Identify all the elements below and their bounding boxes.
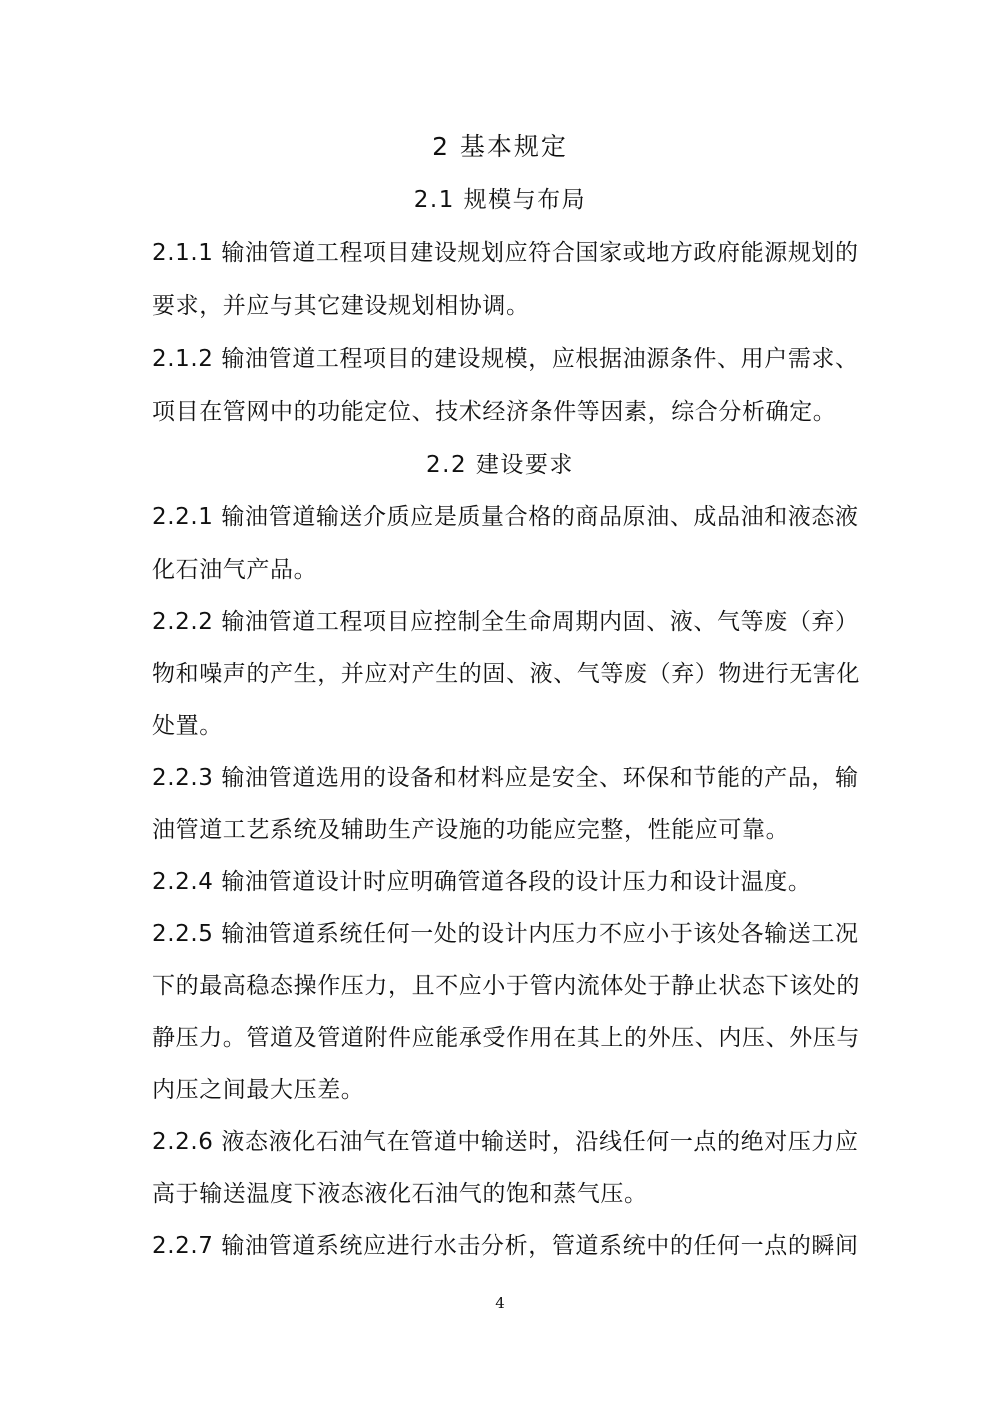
- paragraph-line: 内压之间最大压差。: [152, 1077, 365, 1103]
- paragraph-line: 2.2.1 输油管道输送介质应是质量合格的商品原油、成品油和液态液: [152, 504, 859, 530]
- paragraph-line: 2.2.2 输油管道工程项目应控制全生命周期内固、液、气等废（弃）: [152, 609, 859, 635]
- paragraph-line: 2.2.3 输油管道选用的设备和材料应是安全、环保和节能的产品，输: [152, 765, 859, 791]
- paragraph-line: 2.1.2 输油管道工程项目的建设规模，应根据油源条件、用户需求、: [152, 346, 859, 372]
- section-heading-2-2: 2.2 建设要求: [426, 452, 574, 478]
- paragraph-line: 物和噪声的产生，并应对产生的固、液、气等废（弃）物进行无害化: [152, 661, 860, 687]
- paragraph-line: 2.2.7 输油管道系统应进行水击分析，管道系统中的任何一点的瞬间: [152, 1233, 859, 1259]
- paragraph-line: 2.1.1 输油管道工程项目建设规划应符合国家或地方政府能源规划的: [152, 240, 859, 266]
- paragraph-line: 下的最高稳态操作压力，且不应小于管内流体处于静止状态下该处的: [152, 973, 860, 999]
- paragraph-line: 要求，并应与其它建设规划相协调。: [152, 293, 530, 319]
- paragraph-line: 高于输送温度下液态液化石油气的饱和蒸气压。: [152, 1181, 648, 1207]
- paragraph-line: 化石油气产品。: [152, 557, 318, 583]
- paragraph-line: 项目在管网中的功能定位、技术经济条件等因素，综合分析确定。: [152, 399, 837, 425]
- section-heading-2-1: 2.1 规模与布局: [413, 187, 587, 213]
- paragraph-line: 2.2.4 输油管道设计时应明确管道各段的设计压力和设计温度。: [152, 869, 812, 895]
- paragraph-line: 2.2.6 液态液化石油气在管道中输送时，沿线任何一点的绝对压力应: [152, 1129, 859, 1155]
- paragraph-line: 油管道工艺系统及辅助生产设施的功能应完整，性能应可靠。: [152, 817, 790, 843]
- page-number: 4: [495, 1294, 505, 1312]
- chapter-title: 2 基本规定: [432, 132, 568, 161]
- paragraph-line: 静压力。管道及管道附件应能承受作用在其上的外压、内压、外压与: [152, 1025, 860, 1051]
- paragraph-line: 处置。: [152, 713, 223, 739]
- paragraph-line: 2.2.5 输油管道系统任何一处的设计内压力不应小于该处各输送工况: [152, 921, 859, 947]
